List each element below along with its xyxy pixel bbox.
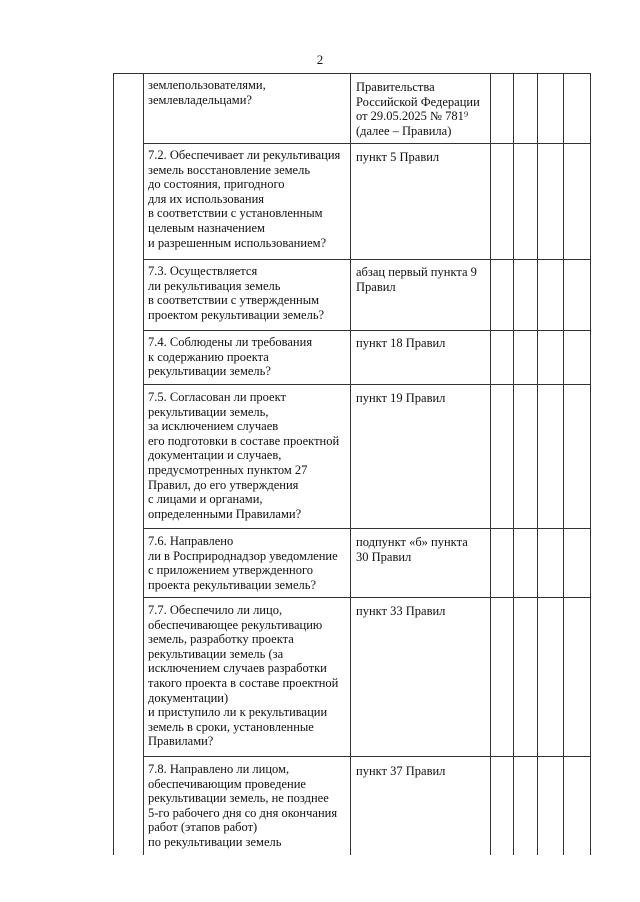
column-divider [490, 73, 491, 855]
reference-cell: абзац первый пункта 9 Правил [356, 265, 477, 294]
row-divider [143, 330, 591, 331]
question-cell: 7.5. Согласован ли проект рекультивации земель, за исключением случаев его подготовки в составе проектной документации и случаев, предусмотренных пунктом 27 Правил, до его утверждения с лицами и органами, определенными Правилами? [148, 390, 340, 521]
table-border-left [113, 73, 114, 855]
question-cell: землепользователями, землевладельцами? [148, 78, 266, 107]
question-cell: 7.6. Направлено ли в Росприроднадзор уведомление с приложением утвержденного проекта рекультивации земель? [148, 534, 338, 592]
row-divider [143, 597, 591, 598]
question-cell: 7.8. Направлено ли лицом, обеспечивающим проведение рекультивации земель, не позднее 5-го рабочего дня со дня окончания работ (этапов работ) по рекультивации земель [148, 762, 338, 849]
row-divider [143, 384, 591, 385]
reference-cell: пункт 18 Правил [356, 336, 446, 350]
column-divider [513, 73, 514, 855]
row-divider [113, 73, 591, 74]
reference-cell: пункт 33 Правил [356, 604, 446, 618]
page-number: 2 [316, 52, 324, 67]
reference-cell: подпункт «б» пункта 30 Правил [356, 535, 468, 564]
question-cell: 7.2. Обеспечивает ли рекультивация земель восстановление земель до состояния, пригодного для их использования в соответствии с установленным целевым назначением и разрешенным использованием? [148, 148, 341, 250]
question-cell: 7.3. Осуществляется ли рекультивация земель в соответствии с утвержденным проектом рекультивации земель? [148, 264, 325, 322]
row-divider [143, 528, 591, 529]
row-divider [143, 259, 591, 260]
table-border-right [590, 73, 591, 855]
column-divider [350, 73, 351, 855]
reference-cell: пункт 37 Правил [356, 764, 446, 778]
row-divider [143, 756, 591, 757]
column-divider [537, 73, 538, 855]
question-cell: 7.4. Соблюдены ли требования к содержанию проекта рекультивации земель? [148, 335, 313, 379]
reference-cell: пункт 19 Правил [356, 391, 446, 405]
row-divider [143, 143, 591, 144]
column-divider [563, 73, 564, 855]
reference-cell: Правительства Российской Федерации от 29.05.2025 № 781⁹ (далее – Правила) [356, 80, 480, 138]
question-cell: 7.7. Обеспечило ли лицо, обеспечивающее рекультивацию земель, разработку проекта рекультивации земель (за исключением случаев разработки такого проекта в составе проектной документации) и приступило ли к рекультивации земель в сроки, установленные Правилами? [148, 603, 339, 749]
reference-cell: пункт 5 Правил [356, 150, 440, 164]
column-divider [143, 73, 144, 855]
